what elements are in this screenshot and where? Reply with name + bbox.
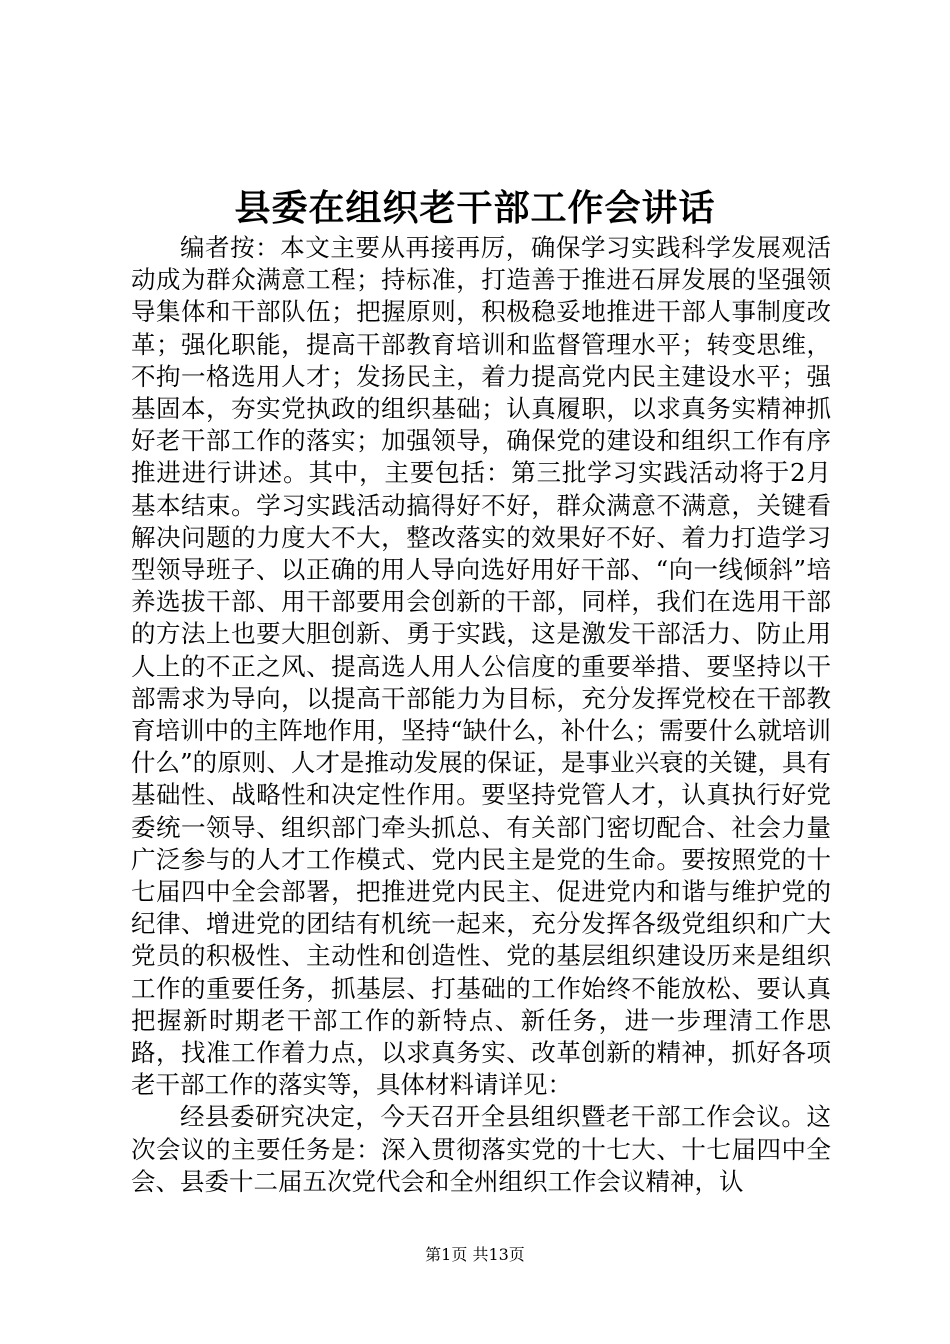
paragraph-main-text: 经县委研究决定，今天召开全县组织暨老干部工作会议。这次会议的主要任务是：深入贯彻落实党的十七大、十七届四中全会、县委十二届五次党代会和全州组织工作会议精神，认: [131, 1102, 831, 1196]
document-title: 县委在组织老干部工作会讲话: [234, 187, 716, 229]
document-body: [131, 232, 831, 1198]
paragraph-editor-note: 编者按：本文主要从再接再厉，确保学习实践科学发展观活动成为群众满意工程；持标准，打造善于推进石屏发展的坚强领导集体和干部队伍；把握原则，积极稳妥地推进干部人事制度改革；强化职能，提高干部教育培训和监督管理水平；转变思维，不拘一格选用人才；发扬民主，着力提高党内民主建设水平；强基固本，夯实党执政的组织基础；认真履职，以求真务实精神抓好老干部工作的落实；加强领导，确保党的建设和组织工作有序推进进行讲述。其中，主要包括：第三批学习实践活动将于2月基本结束。学习实践活动搞得好不好，群众满意不满意，关键看解决问题的力度大不大，整改落实的效果好不好、着力打造学习型领导班子、以正确的用人导向选好用好干部、“向一线倾斜”培养选拔干部、用干部要用会创新的干部，同样，我们在选用干部的方法上也要大胆创新、勇于实践，这是激发干部活力、防止用人上的不正之风、提高选人用人公信度的重要举措、要坚持以干部需求为导向，以提高干部能力为目标，充分发挥党校在干部教育培训中的主阵地作用，坚持“缺什么，补什么；需要什么就培训什么”的原则、人才是推动发展的保证，是事业兴衰的关键，具有基础性、战略性和决定性作用。要坚持党管人才，认真执行好党委统一领导、组织部门牵头抓总、有关部门密切配合、社会力量广泛参与的人才工作模式、党内民主是党的生命。要按照党的十七届四中全会部署，把推进党内民主、促进党内和谐与维护党的纪律、增进党的团结有机统一起来，充分发挥各级党组织和广大党员的积极性、主动性和创造性、党的基层组织建设历来是组织工作的重要任务，抓基层、打基础的工作始终不能放松、要认真把握新时期老干部工作的新特点、新任务，进一步理清工作思路，找准工作着力点，以求真务实、改革创新的精神，抓好各项老干部工作的落实等，具体材料请详见：: [131, 233, 831, 1100]
page-number: 第1页 共13页: [425, 1245, 525, 1264]
